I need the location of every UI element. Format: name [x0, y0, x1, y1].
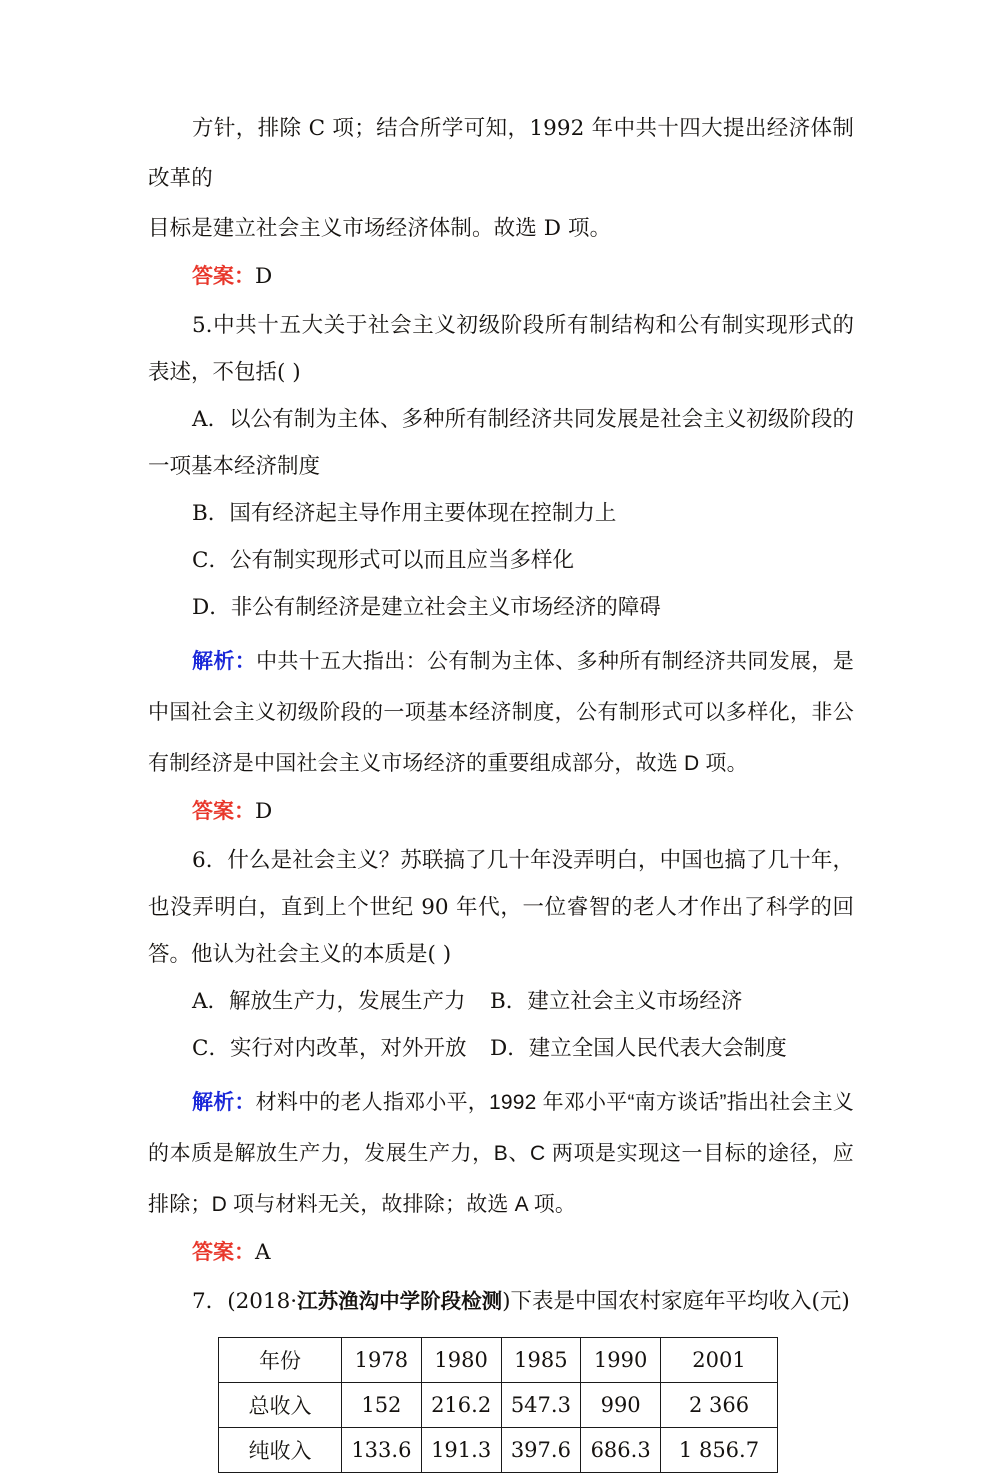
- answer-label: 答案：: [192, 265, 255, 288]
- answer-value: A: [255, 1240, 271, 1265]
- table-cell-year-2001: 2001: [661, 1338, 778, 1383]
- question-6-option-a[interactable]: [192, 978, 490, 1025]
- question-6-option-d[interactable]: [490, 1025, 854, 1072]
- table-cell-total-2001: 2 366: [661, 1383, 778, 1428]
- question-5-stem-text: 中共十五大关于社会主义初级阶段所有制结构和公有制实现形式的表述，不包括( ): [148, 313, 854, 385]
- answer-label: 答案：: [192, 800, 255, 823]
- answer-value: D: [255, 799, 273, 824]
- table-cell-year-1978: 1978: [342, 1338, 422, 1383]
- question-7-source-suffix: ): [502, 1289, 511, 1314]
- question-5-option-c[interactable]: [148, 537, 854, 584]
- option-b-key: B．: [192, 501, 230, 526]
- option-d-key: D．: [490, 1036, 529, 1061]
- question-5-number: 5.: [192, 313, 213, 338]
- table-cell-net-1985: 397.6: [501, 1428, 581, 1473]
- table-row-net-income: [219, 1428, 778, 1473]
- question-7-stem: [148, 1278, 854, 1325]
- question-6-stem: [148, 837, 854, 978]
- question-6: [148, 837, 854, 1276]
- question-6-answer-line: [148, 1230, 854, 1276]
- carryover-answer-line: [148, 254, 854, 300]
- option-d-key: D．: [192, 595, 231, 620]
- question-6-option-row-2: [148, 1025, 854, 1072]
- question-5-explanation-text: 中共十五大指出：公有制为主体、多种所有制经济共同发展，是中国社会主义初级阶段的一项基本经济制度，公有制形式可以多样化，非公有制经济是中国社会主义市场经济的重要组成部分，故选 D 项。: [148, 650, 854, 775]
- table-row-total-income: [219, 1383, 778, 1428]
- table-cell-year-1980: 1980: [421, 1338, 501, 1383]
- question-7-source-prefix: (2018·: [227, 1289, 298, 1314]
- question-6-option-b[interactable]: [490, 978, 854, 1025]
- question-5: [148, 302, 854, 835]
- table-header-total-income: 总收入: [219, 1383, 342, 1428]
- option-a-key: A．: [192, 407, 230, 432]
- option-c-text: 公有制实现形式可以而且应当多样化: [229, 548, 574, 573]
- income-table-container: [148, 1337, 854, 1473]
- option-c-text: 实行对内改革，对外开放: [229, 1036, 467, 1061]
- option-c-key: C．: [192, 1036, 230, 1061]
- option-a-text: 以公有制为主体、多种所有制经济共同发展是社会主义初级阶段的一项基本经济制度: [148, 407, 854, 479]
- question-5-explanation: [148, 636, 854, 789]
- explain-label: 解析：: [192, 650, 257, 673]
- option-a-text: 解放生产力，发展生产力: [229, 989, 466, 1014]
- explain-label: 解析：: [192, 1091, 256, 1114]
- table-row-years: [219, 1338, 778, 1383]
- income-table: [218, 1337, 778, 1473]
- table-header-net-income: 纯收入: [219, 1428, 342, 1473]
- question-5-answer-line: [148, 789, 854, 835]
- question-6-explanation-text: 材料中的老人指邓小平，1992 年邓小平“南方谈话”指出社会主义的本质是解放生产力，发展生产力，B、C 两项是实现这一目标的途径，应排除；D 项与材料无关，故排除；故选 A 项。: [148, 1091, 854, 1216]
- carryover-explanation-block: [148, 104, 854, 254]
- question-7-number: 7．: [192, 1289, 228, 1314]
- question-7-stem-text: 下表是中国农村家庭年平均收入(元): [510, 1289, 850, 1314]
- option-b-text: 国有经济起主导作用主要体现在控制力上: [229, 501, 617, 526]
- answer-value: D: [255, 264, 273, 289]
- question-5-option-d[interactable]: [148, 584, 854, 631]
- page-content: [148, 104, 854, 1473]
- option-d-text: 非公有制经济是建立社会主义市场经济的障碍: [230, 595, 661, 620]
- question-7-source-name: 江苏渔沟中学阶段检测: [297, 1290, 503, 1313]
- question-6-number: 6．: [192, 848, 228, 873]
- table-cell-total-1980: 216.2: [421, 1383, 501, 1428]
- table-cell-total-1985: 547.3: [501, 1383, 581, 1428]
- answer-label: 答案：: [192, 1241, 255, 1264]
- question-6-stem-text: 什么是社会主义？苏联搞了几十年没弄明白，中国也搞了几十年，也没弄明白，直到上个世纪 90 年代，一位睿智的老人才作出了科学的回答。他认为社会主义的本质是( ): [148, 848, 854, 967]
- table-cell-net-1980: 191.3: [421, 1428, 501, 1473]
- table-cell-net-1990: 686.3: [581, 1428, 661, 1473]
- table-cell-net-1978: 133.6: [342, 1428, 422, 1473]
- option-d-text: 建立全国人民代表大会制度: [528, 1036, 787, 1061]
- question-6-explanation: [148, 1077, 854, 1230]
- carryover-line-1: 方针，排除 C 项；结合所学可知，1992 年中共十四大提出经济体制改革的: [148, 116, 854, 191]
- question-7: [148, 1278, 854, 1473]
- option-c-key: C．: [192, 548, 230, 573]
- table-header-year: 年份: [219, 1338, 342, 1383]
- table-cell-net-2001: 1 856.7: [661, 1428, 778, 1473]
- table-cell-total-1978: 152: [342, 1383, 422, 1428]
- question-6-option-c[interactable]: [192, 1025, 490, 1072]
- question-5-stem: [148, 302, 854, 396]
- option-b-text: 建立社会主义市场经济: [527, 989, 743, 1014]
- table-cell-total-1990: 990: [581, 1383, 661, 1428]
- question-6-option-row-1: [148, 978, 854, 1025]
- table-cell-year-1990: 1990: [581, 1338, 661, 1383]
- option-b-key: B．: [490, 989, 528, 1014]
- question-5-option-b[interactable]: [148, 490, 854, 537]
- carryover-line-2: 目标是建立社会主义市场经济体制。故选 D 项。: [148, 216, 612, 241]
- table-cell-year-1985: 1985: [501, 1338, 581, 1383]
- question-5-option-a[interactable]: [148, 396, 854, 490]
- option-a-key: A．: [192, 989, 230, 1014]
